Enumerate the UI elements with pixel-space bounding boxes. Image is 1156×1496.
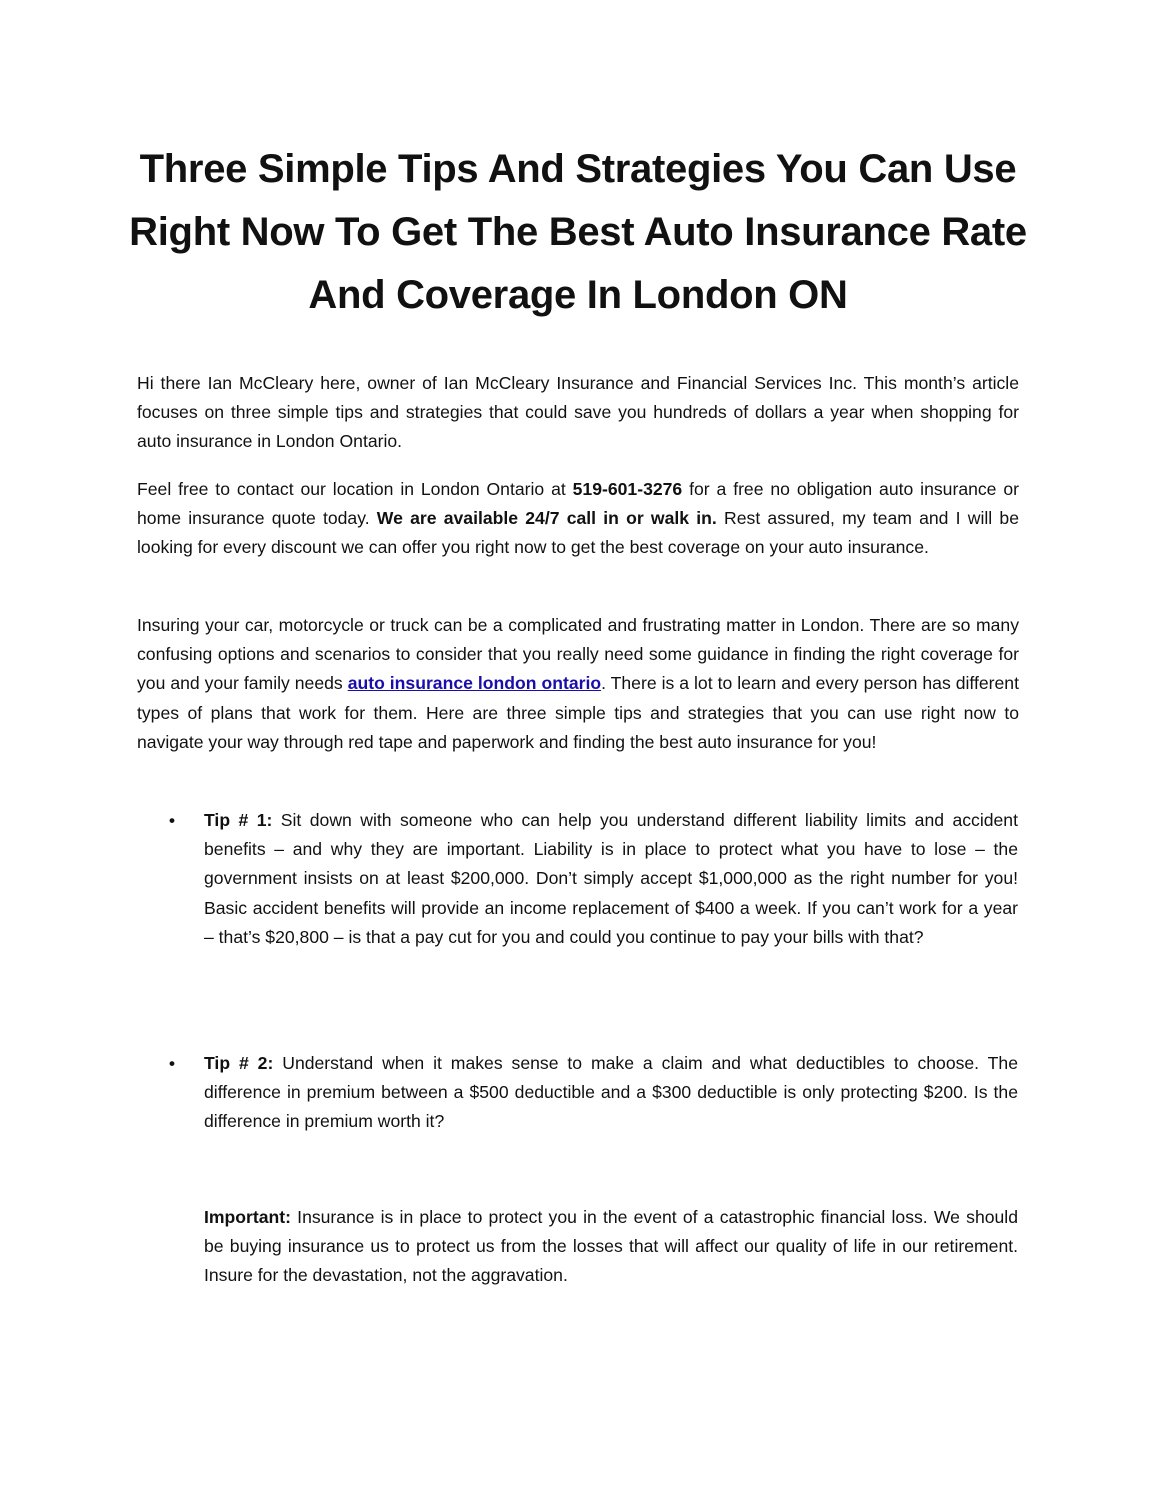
bullet-icon: •	[169, 811, 175, 830]
auto-insurance-link[interactable]: auto insurance london ontario	[347, 673, 602, 694]
important-text: Insurance is in place to protect you in the event of a catastrophic financial loss. We should be buying insurance us to protect us from the losses that will affect our quality of life in our retirement. Insure for the devastation, not the aggravation.	[204, 1207, 1018, 1286]
tip-1-label: Tip # 1:	[204, 810, 273, 830]
intro-paragraph: Hi there Ian McCleary here, owner of Ian McCleary Insurance and Financial Services Inc. This month’s article focuses on three simple tips and strategies that could save you hundreds of dollars a year when shopping for auto insurance in London Ontario.	[137, 373, 1019, 452]
tip-2-text: Understand when it makes sense to make a claim and what deductibles to choose. The difference in premium between a $500 deductible and a $300 deductible is only protecting $200. Is the difference in premium worth it?	[204, 1053, 1018, 1132]
tip-2-label: Tip # 2:	[204, 1053, 274, 1073]
tip-1-text: Sit down with someone who can help you understand different liability limits and accident benefits – and why they are important. Liability is in place to protect what you have to lose – the government insists on at least $200,000. Don’t simply accept $1,000,000 as the right number for you! Basic accident benefits will provide an income replacement of $400 a week. If you can’t work for a year – that’s $20,800 – is that a pay cut for you and could you continue to pay your bills with that?	[204, 810, 1018, 947]
availability-note: We are available 24/7 call in or walk in.	[376, 508, 717, 529]
bullet-icon: •	[169, 1054, 175, 1073]
contact-tail: Rest assured, my team and I will be looking for every discount we can offer you right now to get the best coverage on your auto insurance.	[137, 508, 1019, 558]
insuring-lead: Insuring your car, motorcycle or truck can be a complicated and frustrating matter in London. There are so many confusing options and scenarios to consider that you really need some guidance in finding the right coverage for you and your family needs	[137, 615, 1019, 694]
contact-middle: for a free no obligation auto insurance or home insurance quote today.	[137, 479, 1019, 529]
phone-number: 519-601-3276	[572, 479, 683, 499]
tip-1-paragraph	[204, 806, 1018, 952]
contact-paragraph	[137, 475, 1019, 563]
page-title: Three Simple Tips And Strategies You Can Use Right Now To Get The Best Auto Insurance Rate And Coverage In London ON	[129, 147, 1027, 317]
important-label: Important:	[204, 1207, 291, 1227]
contact-lead: Feel free to contact our location in London Ontario at	[137, 479, 573, 499]
tip-2-paragraph	[204, 1049, 1018, 1137]
important-paragraph	[204, 1203, 1018, 1291]
insuring-paragraph	[137, 611, 1019, 757]
insuring-tail: . There is a lot to learn and every person has different types of plans that work for them. Here are three simple tips and strategies that you can use right now to navigate your way through red tape and paperwork and finding the best auto insurance for you!	[137, 673, 1019, 752]
